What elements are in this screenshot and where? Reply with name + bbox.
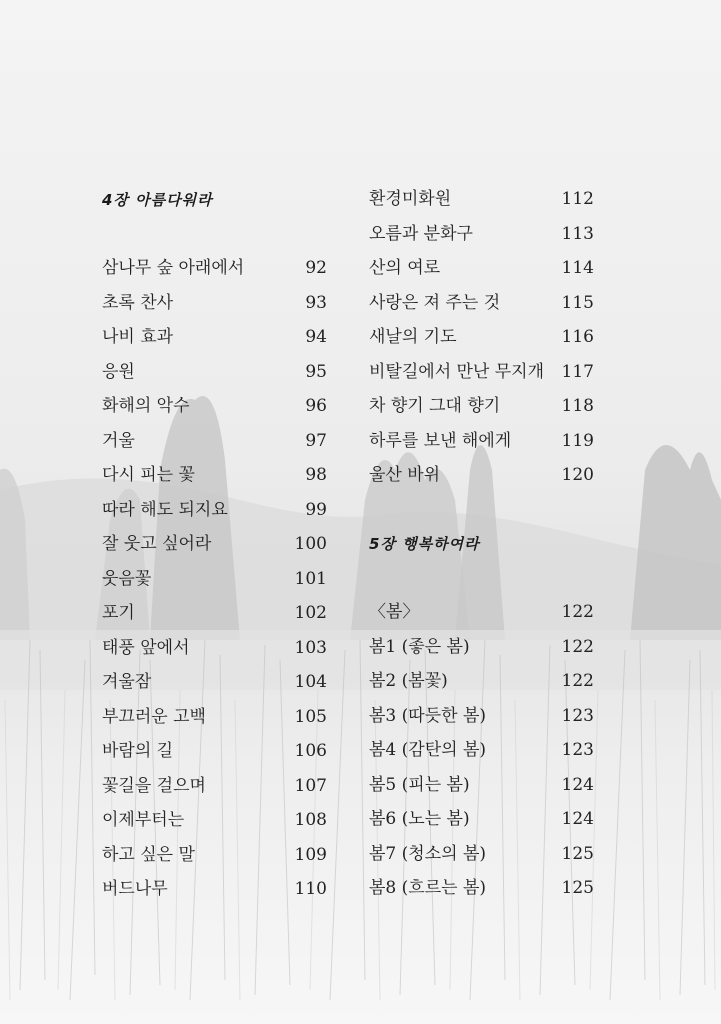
entry-page: 96 bbox=[305, 396, 327, 416]
entry-title: 거울 bbox=[102, 430, 135, 451]
entry-page: 123 bbox=[561, 705, 594, 726]
entry-title: 바람의 길 bbox=[102, 741, 174, 761]
entry-title: 봄6 (노는 봄) bbox=[369, 809, 470, 829]
entry-title: 초록 찬사 bbox=[102, 292, 174, 313]
entry-page: 110 bbox=[294, 879, 327, 899]
toc-entry[interactable] bbox=[102, 320, 327, 355]
toc-entry[interactable] bbox=[369, 389, 594, 424]
toc-entry[interactable] bbox=[102, 286, 327, 321]
entry-title: 버드나무 bbox=[102, 879, 168, 899]
toc-entry[interactable] bbox=[369, 286, 594, 321]
entry-page: 109 bbox=[294, 844, 327, 865]
chapter-4-list-left bbox=[102, 251, 327, 907]
entry-page: 117 bbox=[561, 361, 594, 382]
entry-page: 118 bbox=[561, 396, 594, 416]
toc-entry[interactable] bbox=[369, 871, 594, 906]
entry-title: 산의 여로 bbox=[369, 258, 441, 278]
entry-title: 봄2 (봄꽃) bbox=[369, 671, 448, 691]
toc-entry[interactable] bbox=[369, 733, 594, 768]
entry-title: 이제부터는 bbox=[102, 810, 185, 830]
toc-entry[interactable] bbox=[102, 872, 327, 907]
toc-entry[interactable] bbox=[369, 251, 594, 286]
entry-title: 포기 bbox=[102, 603, 135, 623]
entry-page: 112 bbox=[561, 189, 594, 209]
chapter-4-list-right bbox=[369, 182, 594, 493]
toc-entry[interactable] bbox=[102, 251, 327, 286]
entry-title: 삼나무 숲 아래에서 bbox=[102, 258, 245, 278]
entry-title: 꽃길을 걸으며 bbox=[102, 775, 206, 796]
entry-page: 120 bbox=[561, 465, 594, 485]
entry-page: 105 bbox=[294, 706, 327, 727]
entry-title: 잘 웃고 싶어라 bbox=[102, 534, 212, 554]
chapter-4-heading: 4장 아름다워라 bbox=[102, 191, 213, 209]
toc-entry[interactable] bbox=[369, 837, 594, 872]
entry-page: 122 bbox=[561, 671, 594, 691]
toc-entry[interactable] bbox=[102, 458, 327, 493]
entry-page: 94 bbox=[305, 327, 327, 347]
entry-page: 125 bbox=[561, 843, 594, 864]
toc-entry[interactable] bbox=[369, 458, 594, 493]
entry-page: 116 bbox=[561, 327, 594, 347]
entry-title: 새날의 기도 bbox=[369, 327, 457, 347]
entry-page: 124 bbox=[561, 774, 594, 795]
entry-page: 124 bbox=[561, 809, 594, 829]
entry-title: 봄3 (따듯한 봄) bbox=[369, 705, 486, 726]
entry-title: 봄8 (흐르는 봄) bbox=[369, 878, 486, 898]
entry-title: 화해의 악수 bbox=[102, 396, 190, 416]
toc-entry[interactable] bbox=[369, 424, 594, 459]
entry-title: 나비 효과 bbox=[102, 327, 174, 347]
entry-page: 102 bbox=[294, 603, 327, 623]
entry-page: 101 bbox=[294, 568, 327, 589]
entry-title: 부끄러운 고백 bbox=[102, 706, 206, 727]
entry-title: 오름과 분화구 bbox=[369, 223, 473, 244]
entry-title: 비탈길에서 만난 무지개 bbox=[369, 361, 545, 382]
entry-title: 하루를 보낸 해에게 bbox=[369, 430, 512, 451]
entry-page: 106 bbox=[294, 741, 327, 761]
toc-entry[interactable] bbox=[102, 838, 327, 873]
toc-entry[interactable] bbox=[102, 665, 327, 700]
toc-entry[interactable] bbox=[102, 389, 327, 424]
entry-page: 113 bbox=[561, 223, 594, 244]
entry-page: 92 bbox=[305, 258, 327, 278]
toc-entry[interactable] bbox=[369, 768, 594, 803]
entry-page: 103 bbox=[294, 637, 327, 658]
entry-title: 겨울잠 bbox=[102, 672, 152, 692]
toc-entry[interactable] bbox=[369, 182, 594, 217]
toc-entry[interactable] bbox=[369, 217, 594, 252]
toc-entry[interactable] bbox=[369, 630, 594, 665]
entry-title: 봄5 (피는 봄) bbox=[369, 774, 470, 795]
toc-entry[interactable] bbox=[369, 355, 594, 390]
entry-page: 125 bbox=[561, 878, 594, 898]
chapter-5-list bbox=[369, 595, 594, 906]
toc-entry[interactable] bbox=[369, 320, 594, 355]
entry-title: 응원 bbox=[102, 361, 135, 382]
entry-page: 115 bbox=[561, 292, 594, 313]
toc-entry[interactable] bbox=[102, 700, 327, 735]
toc-entry[interactable] bbox=[369, 595, 594, 630]
entry-page: 107 bbox=[294, 775, 327, 796]
entry-page: 93 bbox=[305, 292, 327, 313]
entry-title: 태풍 앞에서 bbox=[102, 637, 190, 658]
entry-title: 차 향기 그대 향기 bbox=[369, 396, 501, 416]
entry-page: 123 bbox=[561, 740, 594, 760]
entry-title: 다시 피는 꽃 bbox=[102, 465, 195, 485]
toc-entry[interactable] bbox=[369, 802, 594, 837]
chapter-5-heading: 5장 행복하여라 bbox=[369, 535, 480, 553]
entry-title: 봄7 (청소의 봄) bbox=[369, 843, 486, 864]
entry-page: 95 bbox=[305, 361, 327, 382]
entry-title: 하고 싶은 말 bbox=[102, 844, 195, 865]
entry-title: 웃음꽃 bbox=[102, 568, 152, 589]
entry-title: 환경미화원 bbox=[369, 189, 452, 209]
entry-title: 봄1 (좋은 봄) bbox=[369, 636, 470, 657]
toc-entry[interactable] bbox=[102, 631, 327, 666]
entry-page: 97 bbox=[305, 430, 327, 451]
entry-title: 울산 바위 bbox=[369, 465, 441, 485]
entry-page: 122 bbox=[561, 636, 594, 657]
toc-entry[interactable] bbox=[102, 424, 327, 459]
entry-page: 98 bbox=[305, 465, 327, 485]
toc-entry[interactable] bbox=[369, 699, 594, 734]
toc-entry[interactable] bbox=[369, 664, 594, 699]
toc-entry[interactable] bbox=[102, 493, 327, 528]
entry-page: 122 bbox=[561, 602, 594, 622]
toc-entry[interactable] bbox=[102, 562, 327, 597]
entry-page: 119 bbox=[561, 430, 594, 451]
toc-entry[interactable] bbox=[102, 803, 327, 838]
toc-entry[interactable] bbox=[102, 596, 327, 631]
entry-page: 104 bbox=[294, 672, 327, 692]
toc-entry[interactable] bbox=[102, 527, 327, 562]
toc-entry[interactable] bbox=[102, 734, 327, 769]
entry-page: 99 bbox=[305, 499, 327, 520]
entry-title: 〈봄〉 bbox=[369, 602, 420, 622]
entry-title: 따라 해도 되지요 bbox=[102, 499, 228, 520]
toc-entry[interactable] bbox=[102, 769, 327, 804]
entry-title: 봄4 (감탄의 봄) bbox=[369, 740, 486, 760]
entry-page: 100 bbox=[294, 534, 327, 554]
toc-entry[interactable] bbox=[102, 355, 327, 390]
entry-title: 사랑은 져 주는 것 bbox=[369, 292, 501, 313]
entry-page: 108 bbox=[294, 810, 327, 830]
entry-page: 114 bbox=[561, 258, 594, 278]
